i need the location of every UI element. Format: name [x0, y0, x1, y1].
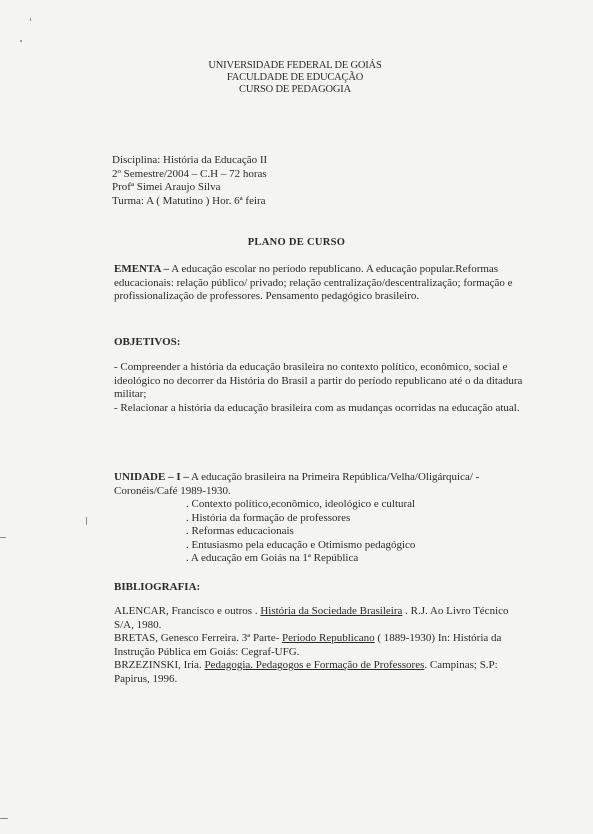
- scan-speck: [86, 517, 87, 525]
- ementa-section: [114, 263, 524, 304]
- ref-title: História da Sociedade Brasileira: [260, 605, 403, 617]
- semester-line: 2º Semestre/2004 – C.H – 72 horas: [112, 167, 267, 180]
- ref-author: ALENCAR, Francisco e outros .: [114, 605, 261, 617]
- university-name: UNIVERSIDADE FEDERAL DE GOIÁS: [208, 60, 382, 71]
- ref-publisher: . R.J. Ao Livro Técnico S/A, 1980.: [114, 605, 509, 631]
- ref-author: BRETAS, Genesco Ferreira. 3ª Parte-: [114, 632, 283, 644]
- objective-item: - Relacionar a história da educação brasileira com as mudanças ocorridas na educação atual.: [114, 401, 520, 414]
- course-name: CURSO DE PEDAGOGIA: [239, 84, 351, 95]
- topic-item: . História da formação de professores: [186, 511, 351, 524]
- class-line: Turma: A ( Matutino ) Hor. 6ª feira: [112, 194, 266, 207]
- ref-publisher: . Campinas; S.P: Papirus, 1996.: [114, 659, 498, 685]
- ementa-text: A educação escolar no período republicano. A educação popular.Reformas educacionais: relação público/ privado; relação centralização/descentralização; formação e profissionalização de professores. Pensamento pedagógico brasileiro.: [114, 263, 513, 302]
- unidade-section: [114, 471, 524, 498]
- scan-speck: [0, 537, 6, 538]
- unidade-topics: [186, 498, 415, 566]
- objetivos-heading: OBJETIVOS:: [114, 336, 181, 348]
- ref-publisher: ( 1889-1930) In: História da Instrução Pública em Goiás: Cegraf-UFG.: [114, 632, 502, 658]
- ref-title: Pedagogia. Pedagogos e Formação de Professores: [204, 659, 425, 671]
- course-info: [112, 154, 267, 208]
- ementa-label: EMENTA –: [114, 263, 170, 275]
- topic-item: . A educação em Goiás na 1ª República: [186, 552, 359, 564]
- unidade-label: UNIDADE – I –: [114, 471, 189, 483]
- scan-speck: [0, 818, 8, 819]
- bibliography-entry: [114, 605, 524, 632]
- unidade-text: A educação brasileira na Primeira República/Velha/Oligárquica/ - Coronéis/Café 1989-1930.: [114, 471, 480, 497]
- document-title: PLANO DE CURSO: [247, 237, 346, 248]
- objetivos-list: [114, 361, 524, 415]
- bibliography-list: [114, 605, 524, 686]
- ref-title: Período Republicano: [282, 632, 375, 644]
- topic-item: . Contexto político,econômico, ideológico e cultural: [186, 498, 416, 510]
- topic-item: . Entusiasmo pela educação e Otimismo pedagógico: [186, 538, 416, 551]
- faculty-name: FACULDADE DE EDUCAÇÃO: [226, 72, 364, 83]
- scan-speck: [30, 18, 31, 21]
- professor-line: Profª Simei Araujo Silva: [112, 181, 221, 193]
- scan-speck: [20, 40, 22, 42]
- objective-item: - Compreender a história da educação brasileira no contexto político, econômico, social e ideológico no decorrer da História do Brasil a partir do período republicano até o da ditadura militar;: [114, 361, 523, 400]
- institution-header: [150, 60, 440, 96]
- discipline-line: Disciplina: História da Educação II: [112, 154, 268, 166]
- ref-author: BRZEZINSKI, Iria.: [114, 659, 205, 671]
- topic-item: . Reformas educacionais: [186, 525, 294, 537]
- bibliografia-heading: BIBLIOGRAFIA:: [114, 581, 201, 593]
- bibliography-entry: [114, 632, 524, 659]
- bibliography-entry: [114, 659, 524, 686]
